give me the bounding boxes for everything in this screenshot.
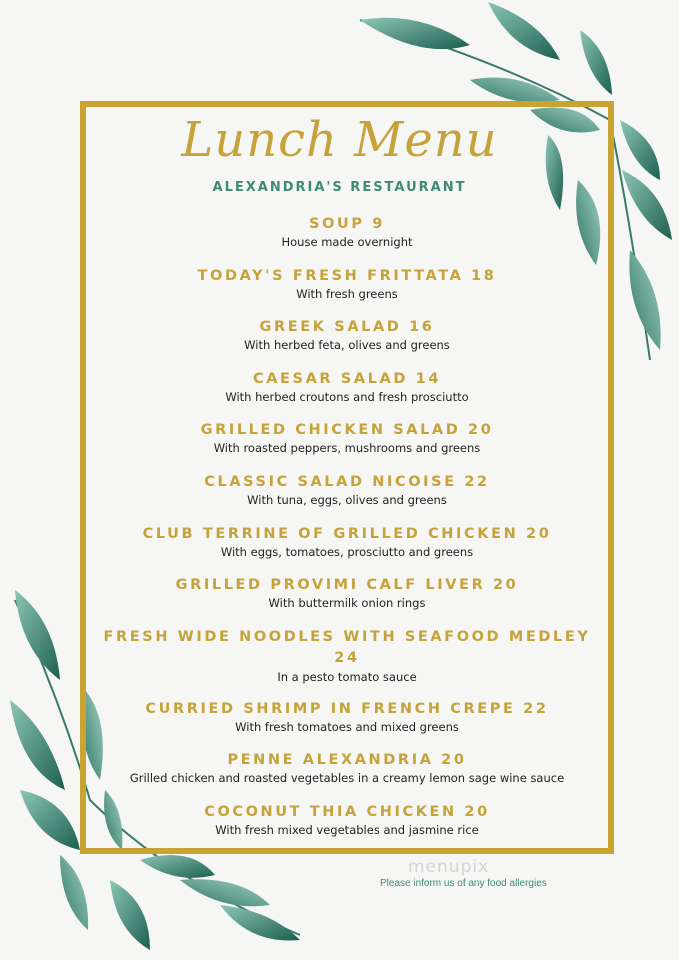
- menu-item-name: FRESH WIDE NOODLES WITH SEAFOOD MEDLEY 24: [103, 628, 591, 666]
- menu-item: [92, 369, 602, 421]
- menu-item: [92, 266, 602, 318]
- menu-item: [92, 524, 602, 576]
- menu-item: [92, 575, 602, 627]
- menu-item: [92, 317, 602, 369]
- menu-item: [92, 750, 602, 802]
- menu-item-name: COCONUT THIA CHICKEN 20: [204, 803, 490, 820]
- menu-item: [92, 699, 602, 751]
- menu-item-description: With herbed feta, olives and greens: [244, 338, 450, 353]
- menu-item-description: With fresh mixed vegetables and jasmine rice: [215, 822, 479, 837]
- menu-item-name: PENNE ALEXANDRIA 20: [227, 752, 467, 769]
- menu-item-name: GREEK SALAD 16: [259, 319, 435, 336]
- menu-item-name: SOUP 9: [309, 216, 385, 232]
- menu-item-description: With herbed croutons and fresh prosciutto: [225, 389, 469, 404]
- menu-item-description: With roasted peppers, mushrooms and greens: [213, 441, 481, 456]
- menu-item: [92, 214, 602, 266]
- menu-item-description: With fresh tomatoes and mixed greens: [235, 719, 459, 734]
- menu-item-description: Grilled chicken and roasted vegetables in a creamy lemon sage wine sauce: [129, 771, 565, 786]
- menu-item: [92, 420, 602, 472]
- watermark: menupix: [408, 857, 490, 877]
- menu-item-name: CURRIED SHRIMP IN FRENCH CREPE 22: [145, 700, 549, 717]
- menu-item-name: CLUB TERRINE OF GRILLED CHICKEN 20: [142, 525, 552, 542]
- menu-item-description: With eggs, tomatoes, prosciutto and greens: [220, 544, 474, 559]
- menu-item: [92, 627, 602, 699]
- menu-item-description: In a pesto tomato sauce: [277, 669, 417, 684]
- menu-item-name: TODAY'S FRESH FRITTATA 18: [197, 267, 497, 284]
- menu-list: [92, 214, 602, 854]
- menu-item-name: GRILLED CHICKEN SALAD 20: [200, 422, 494, 439]
- menu-item-name: CLASSIC SALAD NICOISE 22: [204, 473, 490, 490]
- allergy-note: Please inform us of any food allergies: [380, 878, 547, 889]
- menu-title: Lunch Menu: [181, 112, 498, 168]
- menu-item: [92, 472, 602, 524]
- menu-item: [92, 802, 602, 854]
- restaurant-name: ALEXANDRIA'S RESTAURANT: [212, 180, 467, 195]
- menu-item-description: With buttermilk onion rings: [268, 596, 426, 611]
- menu-item-name: GRILLED PROVIMI CALF LIVER 20: [175, 577, 519, 594]
- menu-item-description: With tuna, eggs, olives and greens: [247, 492, 447, 507]
- menu-item-name: CAESAR SALAD 14: [252, 370, 442, 387]
- menu-item-description: House made overnight: [281, 235, 413, 249]
- menu-item-description: With fresh greens: [296, 286, 398, 301]
